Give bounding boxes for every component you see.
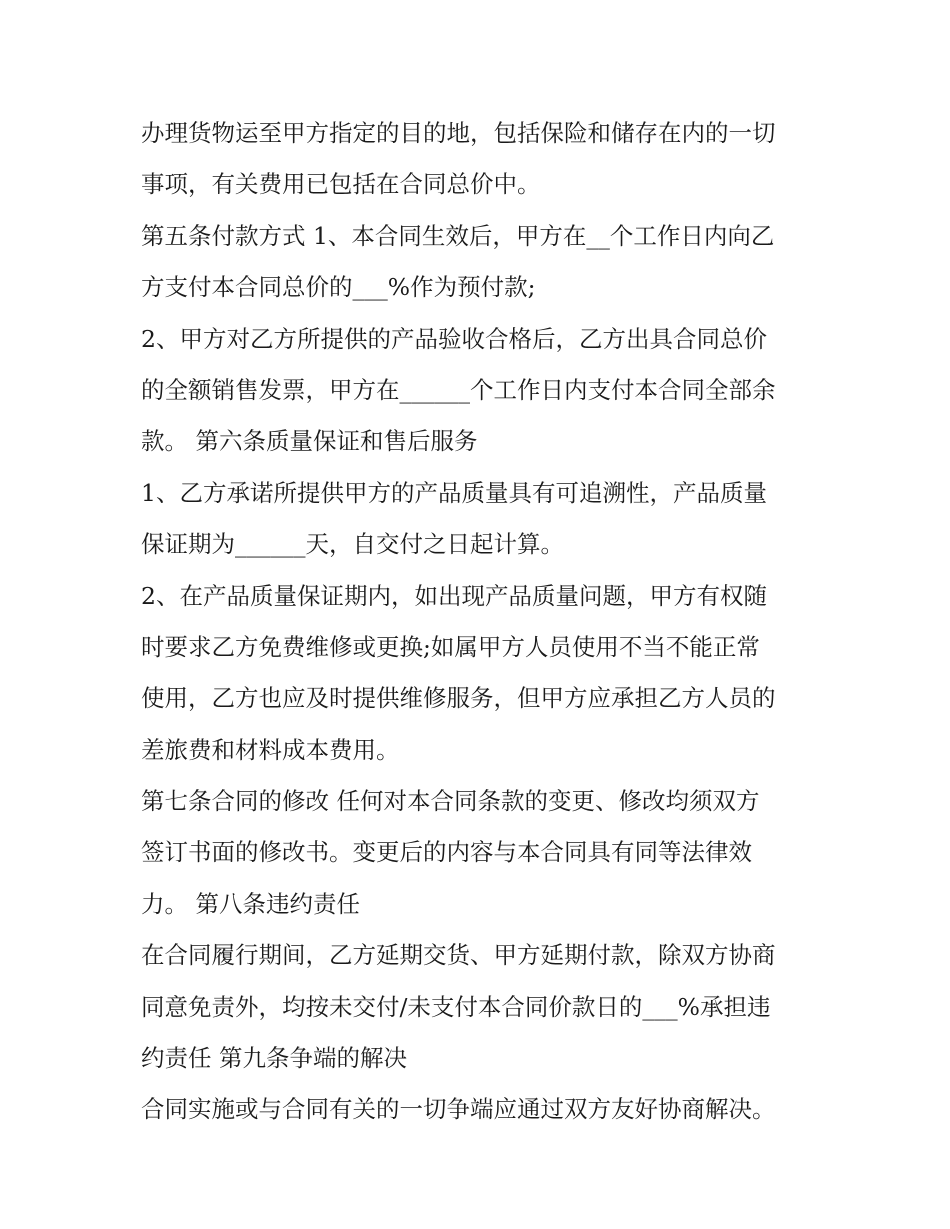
- text-line: 签订书面的修改书。变更后的内容与本合同具有同等法律效: [141, 838, 752, 867]
- text-line: 在合同履行期间，乙方延期交货、甲方延期付款，除双方协商: [141, 941, 776, 970]
- text-line: 款。 第六条质量保证和售后服务: [141, 427, 478, 456]
- text-line: 约责任 第九条争端的解决: [141, 1044, 407, 1073]
- text-line: 第五条付款方式 1、本合同生效后，甲方在__个工作日内向乙: [141, 221, 775, 250]
- text-line: 2、甲方对乙方所提供的产品验收合格后，乙方出具合同总价: [141, 324, 767, 353]
- text-line: 办理货物运至甲方指定的目的地，包括保险和储存在内的一切: [141, 119, 776, 147]
- text-line: 的全额销售发票，甲方在______个工作日内支付本合同全部余: [141, 375, 776, 404]
- text-line: 力。 第八条违约责任: [141, 889, 360, 918]
- text-line: 1、乙方承诺所提供甲方的产品质量具有可追溯性，产品质量: [141, 478, 767, 507]
- text-line: 差旅费和材料成本费用。: [141, 735, 400, 764]
- text-line: 合同实施或与合同有关的一切争端应通过双方友好协商解决。: [141, 1095, 776, 1124]
- text-line: 时要求乙方免费维修或更换;如属甲方人员使用不当不能正常: [141, 632, 760, 661]
- text-line: 2、在产品质量保证期内，如出现产品质量问题，甲方有权随: [141, 581, 767, 610]
- text-line: 事项，有关费用已包括在合同总价中。: [141, 170, 541, 199]
- text-line: 使用，乙方也应及时提供维修服务，但甲方应承担乙方人员的: [141, 684, 776, 713]
- text-line: 方支付本合同总价的___%作为预付款;: [141, 273, 536, 302]
- text-line: 保证期为______天，自交付之日起计算。: [141, 530, 564, 559]
- text-line: 同意免责外，均按未交付/未支付本合同价款日的___%承担违: [141, 992, 771, 1021]
- text-line: 第七条合同的修改 任何对本合同条款的变更、修改均须双方: [141, 787, 760, 816]
- contract-text-body: [141, 108, 821, 1136]
